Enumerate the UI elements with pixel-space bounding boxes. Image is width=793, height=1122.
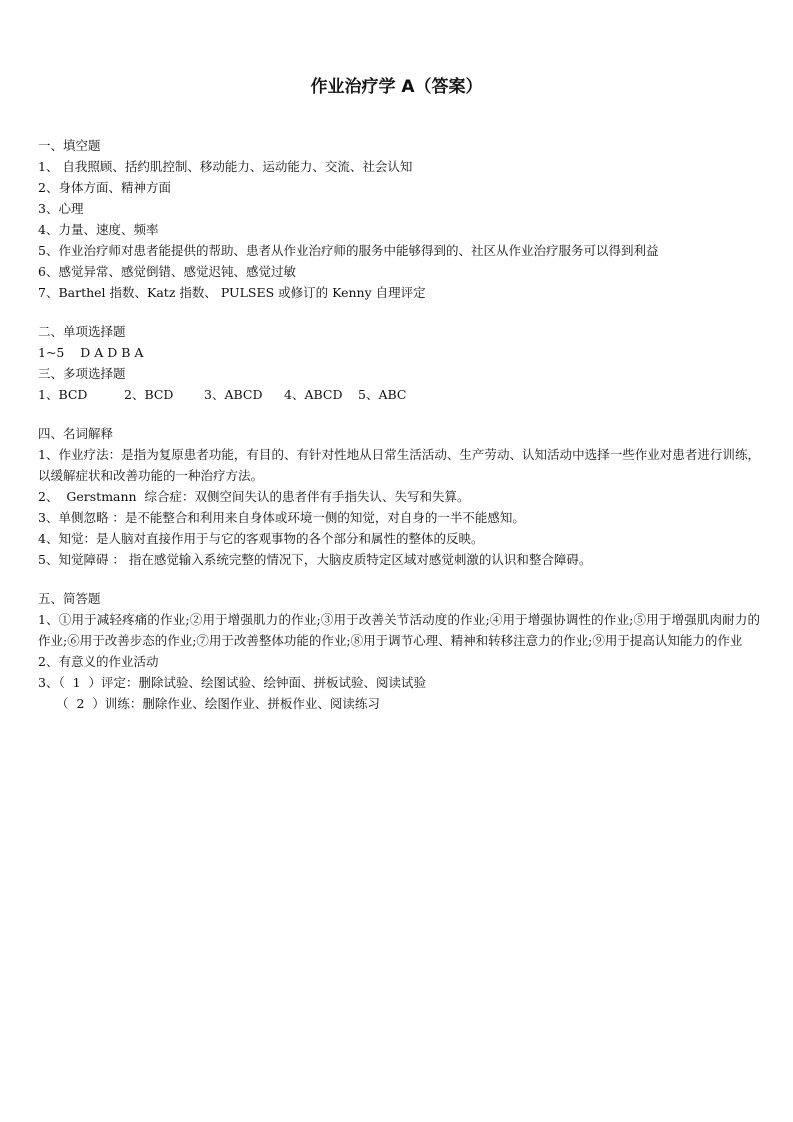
fill-in-answer-1: 1、 自我照顾、括约肌控制、移动能力、运动能力、交流、社会认知 [38,159,413,174]
section-heading-single-choice: 二、单项选择题 [38,324,126,339]
short-answer-2: 2、有意义的作业活动 [38,654,159,669]
definition-1: 1、作业疗法：是指为复原患者功能，有目的、有针对性地从日常生活活动、生产劳动、认知活动中选择一些作业对患者进行训练，以缓解症状和改善功能的一种治疗方法。 [38,447,760,483]
section-heading-short-answer: 五、简答题 [38,591,101,606]
short-answer-3-sub: （ 2 ）训练：删除作业、绘图作业、拼板作业、阅读练习 [56,696,380,711]
multiple-choice-answer-2: 2、BCD [124,387,174,402]
definition-4: 4、知觉：是人脑对直接作用于与它的客观事物的各个部分和属性的整体的反映。 [38,531,484,546]
section-spacer [38,303,760,321]
fill-in-answer-4: 4、力量、速度、频率 [38,222,159,237]
fill-in-answer-3: 3、心理 [38,201,84,216]
multiple-choice-answer-4: 4、ABCD [284,387,343,402]
multiple-choice-answers [38,384,760,405]
short-answer-3: 3、（ 1 ）评定：删除试验、绘图试验、绘钟面、拼板试验、阅读试验 [38,675,427,690]
section-heading-multiple-choice: 三、多项选择题 [38,366,126,381]
definition-5: 5、知觉障碍 ： 指在感觉输入系统完整的情况下，大脑皮质特定区域对感觉刺激的认识和整合障碍。 [38,552,592,567]
multiple-choice-answer-1: 1、BCD [38,387,88,402]
fill-in-answer-6: 6、感觉异常、感觉倒错、感觉迟钝、感觉过敏 [38,264,296,279]
section-spacer [38,405,760,423]
section-heading-fill-in: 一、填空题 [38,138,101,153]
section-heading-definitions: 四、名词解释 [38,426,114,441]
short-answer-1: 1、①用于减轻疼痛的作业;②用于增强肌力的作业;③用于改善关节活动度的作业;④用于增强协调性的作业;⑤用于增强肌肉耐力的作业;⑥用于改善步态的作业;⑦用于改善整体功能的作业;⑧用于调节心理、精神和转移注意力的作业;⑨用于提高认知能力的作业 [38,612,760,648]
fill-in-answer-7: 7、Barthel 指数、Katz 指数、 PULSES 或修订的 Kenny 自理评定 [38,285,426,300]
fill-in-answer-5: 5、作业治疗师对患者能提供的帮助、患者从作业治疗师的服务中能够得到的、社区从作业治疗服务可以得到利益 [38,243,659,258]
document-title: 作业治疗学 A（答案） [310,77,483,97]
multiple-choice-answer-5: 5、ABC [358,387,407,402]
fill-in-answer-2: 2、身体方面、精神方面 [38,180,171,195]
multiple-choice-answer-3: 3、ABCD [204,387,263,402]
single-choice-answers: 1~5 D A D B A [38,345,144,360]
definition-2: 2、 Gerstmann 综合症：双侧空间失认的患者伴有手指失认、失写和失算。 [38,489,470,504]
section-spacer [38,570,760,588]
answer-content [38,135,760,714]
definition-3: 3、单侧忽略 ：是不能整合和利用来自身体或环境一侧的知觉，对自身的一半不能感知。 [38,510,525,525]
